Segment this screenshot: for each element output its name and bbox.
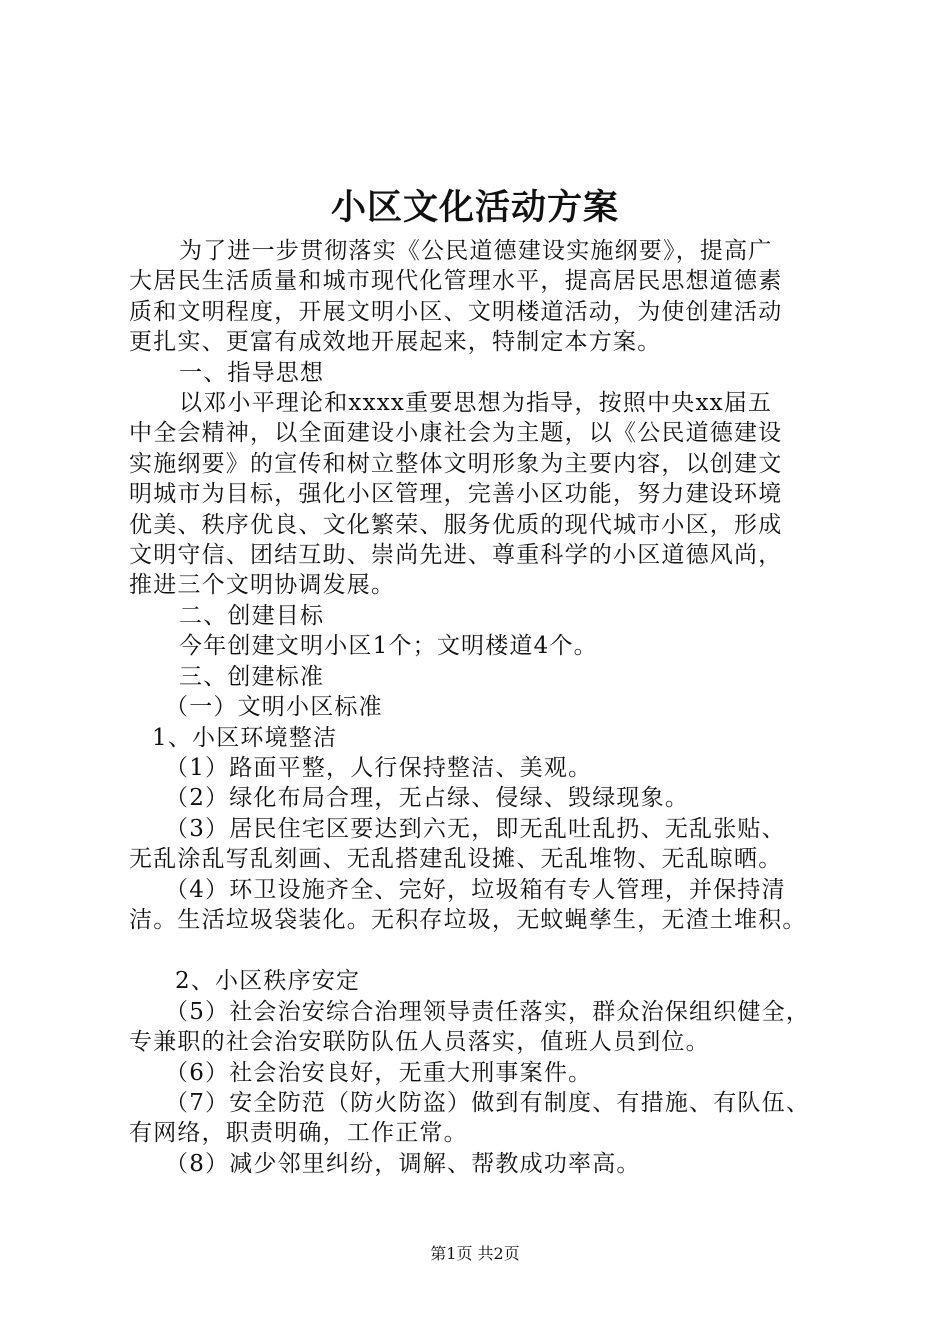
paragraph-line: 中全会精神，以全面建设小康社会为主题，以《公民道德建设 <box>129 420 783 447</box>
paragraph-line: 优美、秩序优良、文化繁荣、服务优质的现代城市小区，形成 <box>129 511 783 538</box>
paragraph-line: 以邓小平理论和xxxx重要思想为指导，按照中央xx届五 <box>179 390 773 417</box>
document-title: 小区文化活动方案 <box>330 187 619 228</box>
paragraph-line: 质和文明程度，开展文明小区、文明楼道活动，为使创建活动 <box>129 298 783 325</box>
list-item-continuation: 洁。生活垃圾袋装化。无积存垃圾，无蚊蝇孳生，无渣土堆积。 <box>129 906 807 933</box>
document-body <box>129 236 859 1179</box>
page-footer: 第1页 共2页 <box>430 1244 520 1263</box>
subsection-heading: （一）文明小区标准 <box>165 694 383 721</box>
section-heading: 二、创建目标 <box>179 602 325 629</box>
paragraph-line: 推进三个文明协调发展。 <box>129 572 396 599</box>
list-item: （1）路面平整，人行保持整洁、美观。 <box>165 754 593 781</box>
subsection-heading: 1、小区环境整洁 <box>152 724 338 751</box>
paragraph-line: 大居民生活质量和城市现代化管理水平，提高居民思想道德素 <box>129 268 783 295</box>
list-item: （3）居民住宅区要达到六无，即无乱吐乱扔、无乱张贴、 <box>165 815 786 842</box>
list-item-continuation: 有网络，职责明确，工作正常。 <box>129 1120 468 1147</box>
list-item-continuation: 无乱涂乱写乱刻画、无乱搭建乱设摊、无乱堆物、无乱晾晒。 <box>129 846 783 873</box>
blank-line <box>129 935 859 966</box>
list-item: （5）社会治安综合治理领导责任落实，群众治保组织健全， <box>165 998 811 1025</box>
subsection-heading: 2、小区秩序安定 <box>175 968 361 995</box>
section-heading: 三、创建标准 <box>179 663 325 690</box>
list-item: （6）社会治安良好，无重大刑事案件。 <box>165 1059 593 1086</box>
paragraph-line: 明城市为目标，强化小区管理，完善小区功能，努力建设环境 <box>129 481 783 508</box>
list-item: （7）安全防范（防火防盗）做到有制度、有措施、有队伍、 <box>165 1089 811 1116</box>
list-item: （8）减少邻里纠纷，调解、帮教成功率高。 <box>165 1150 641 1177</box>
paragraph-line: 文明守信、团结互助、崇尚先进、尊重科学的小区道德风尚， <box>129 542 783 569</box>
paragraph-line: 今年创建文明小区1个；文明楼道4个。 <box>179 633 598 660</box>
paragraph-line: 更扎实、更富有成效地开展起来，特制定本方案。 <box>129 329 662 356</box>
paragraph-line: 实施纲要》的宣传和树立整体文明形象为主要内容，以创建文 <box>129 450 783 477</box>
paragraph-line: 为了进一步贯彻落实《公民道德建设实施纲要》，提高广 <box>179 238 773 264</box>
list-item-continuation: 专兼职的社会治安联防队伍人员落实，值班人员到位。 <box>129 1029 710 1056</box>
section-heading: 一、指导思想 <box>179 359 325 386</box>
list-item: （4）环卫设施齐全、完好，垃圾箱有专人管理，并保持清 <box>165 876 786 903</box>
list-item: （2）绿化布局合理，无占绿、侵绿、毁绿现象。 <box>165 785 690 812</box>
